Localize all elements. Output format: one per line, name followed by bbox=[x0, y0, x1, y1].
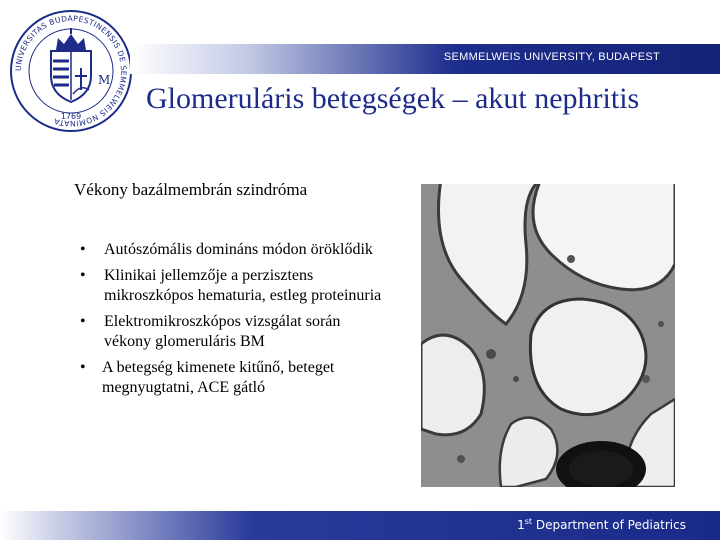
university-seal-logo bbox=[6, 6, 136, 136]
bullet-list bbox=[74, 240, 384, 404]
bullet-item bbox=[74, 358, 384, 398]
header-bar bbox=[130, 44, 720, 74]
svg-text:M: M bbox=[98, 73, 111, 87]
university-name: SEMMELWEIS UNIVERSITY, BUDAPEST bbox=[443, 51, 660, 63]
slide-title: Glomeruláris betegségek – akut nephritis bbox=[146, 82, 640, 115]
bullet-item bbox=[74, 240, 384, 260]
footer-department bbox=[517, 517, 686, 532]
bullet-marker: • bbox=[80, 267, 86, 284]
bullet-text: Elektromikroszkópos vizsgálat során vékony glomeruláris BM bbox=[104, 313, 341, 350]
slide-subtitle: Vékony bazálmembrán szindróma bbox=[74, 180, 308, 199]
footer-bar bbox=[0, 511, 720, 540]
bullet-item bbox=[74, 266, 384, 306]
bullet-text: Klinikai jellemzője a perzisztens mikroszkópos hematuria, estleg proteinuria bbox=[104, 267, 382, 304]
svg-text:UNIVERSITAS BUDAPESTINENSIS DE: UNIVERSITAS BUDAPESTINENSIS DE SEMMELWEIS NOMINATA bbox=[13, 13, 129, 129]
bullet-marker: • bbox=[80, 313, 86, 330]
footer-ordinal-suffix: st bbox=[524, 517, 533, 526]
bullet-item bbox=[74, 312, 384, 352]
bullet-text bbox=[104, 241, 373, 258]
bullet-marker: • bbox=[80, 241, 86, 258]
bullet-text: A betegség kimenete kitűnő, beteget megnyugtatni, ACE gátló bbox=[102, 359, 335, 396]
svg-text:1769: 1769 bbox=[60, 112, 82, 121]
electron-micrograph-image bbox=[421, 184, 675, 487]
bullet-emphasis: Autószómális domináns bbox=[104, 241, 259, 258]
footer-department-name: Department of Pediatrics bbox=[532, 518, 686, 532]
bullet-text-rest: módon öröklődik bbox=[258, 241, 373, 258]
bullet-marker: • bbox=[80, 359, 86, 376]
footer-ordinal: 1 bbox=[517, 518, 525, 532]
